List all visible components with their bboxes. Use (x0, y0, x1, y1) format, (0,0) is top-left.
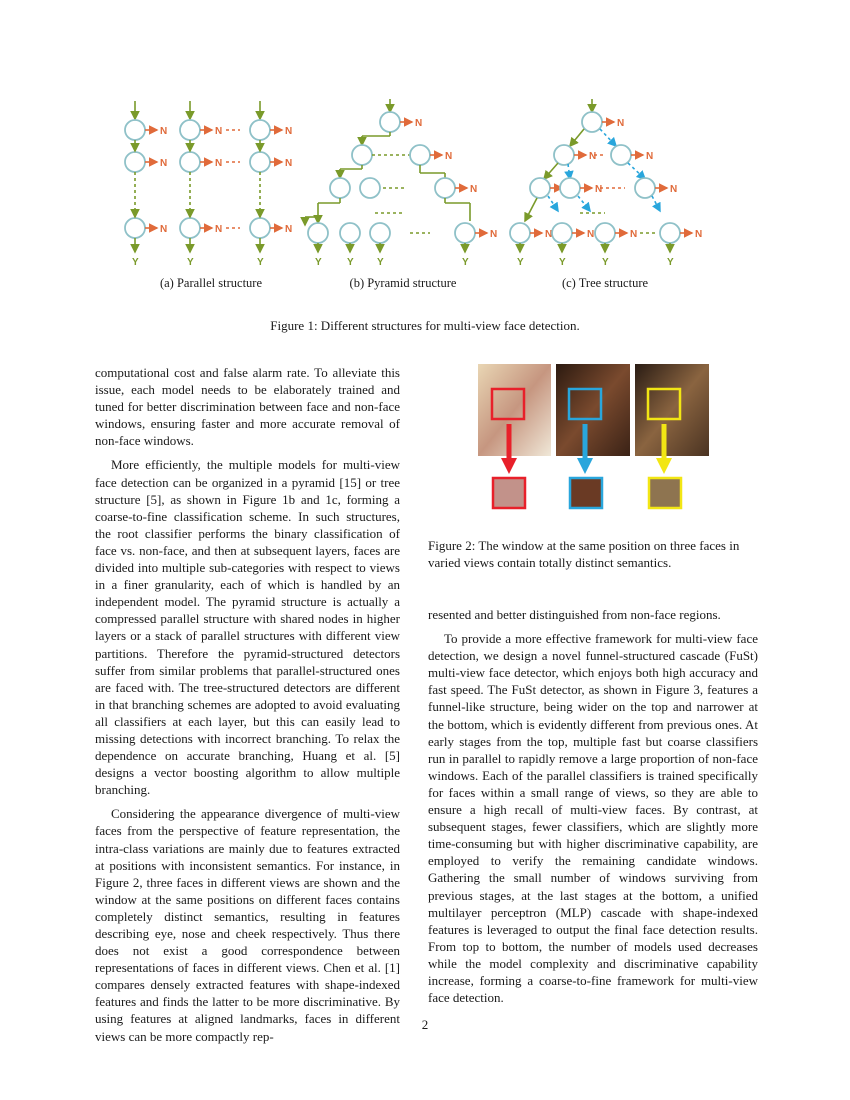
crop-red (493, 478, 525, 508)
accept-label-y: Y (602, 257, 609, 268)
classifier-node (635, 178, 655, 198)
classifier-node (554, 145, 574, 165)
reject-label-n: N (415, 118, 423, 129)
face-photo-1 (478, 364, 551, 456)
reject-label-n: N (589, 151, 597, 162)
classifier-node (611, 145, 631, 165)
reject-label-n: N (215, 158, 223, 169)
left-column (95, 364, 400, 1052)
page-number: 2 (421, 1017, 429, 1032)
classifier-node (308, 223, 328, 243)
figure-2-caption: Figure 2: The window at the same position on three faces in varied views contain totally distinct semantics. (428, 538, 740, 570)
connector-arrow (525, 198, 537, 221)
figure-2 (478, 362, 710, 522)
reject-label-n: N (630, 229, 638, 240)
classifier-node (530, 178, 550, 198)
connector-arrow (578, 196, 590, 211)
connector-arrow (600, 129, 616, 146)
subcaption-tree: (c) Tree structure (561, 276, 649, 290)
reject-label-n: N (545, 229, 553, 240)
reject-label-n: N (670, 184, 678, 195)
classifier-node (180, 218, 200, 238)
right-column (428, 606, 758, 1013)
accept-label-y: Y (132, 257, 139, 268)
classifier-node (660, 223, 680, 243)
accept-label-y: Y (517, 257, 524, 268)
accept-label-y: Y (559, 257, 566, 268)
reject-label-n: N (490, 229, 498, 240)
classifier-node (125, 152, 145, 172)
accept-label-y: Y (377, 257, 384, 268)
classifier-node (410, 145, 430, 165)
classifier-node (552, 223, 572, 243)
reject-label-n: N (215, 126, 223, 137)
reject-label-n: N (285, 224, 293, 235)
accept-label-y: Y (667, 257, 674, 268)
classifier-node (125, 120, 145, 140)
crop-yellow (649, 478, 681, 508)
connector-arrow (652, 196, 660, 211)
classifier-node (250, 152, 270, 172)
subcaption-pyramid: (b) Pyramid structure (349, 276, 457, 290)
classifier-node (250, 218, 270, 238)
reject-label-n: N (617, 118, 625, 129)
subcaption-parallel: (a) Parallel structure (159, 276, 263, 290)
reject-label-n: N (445, 151, 453, 162)
reject-label-n: N (646, 151, 654, 162)
face-photo-2 (556, 364, 630, 456)
figure-2-images (478, 362, 710, 522)
arrow-blue (577, 458, 593, 474)
paragraph: More efficiently, the multiple models for multi-view face detection can be organized in a pyramid [15] or tree structure [5], as shown in Figure 1b and 1c, forming a coarse-to-fine classification scheme. In such structures, the root classifier performs the binary classification of face vs. non-face, and then at subsequent layers, faces are divided into multiple sub-categories with respect to views in a finer granularity, each of which is handled by an independent model. The pyramid structure is actually a compressed parallel structure with shared nodes in higher layers or a stack of parallel structures with different view partitions. Therefore the pyramid-structured detectors suffer from similar problems that parallel-structured ones are faced with. The tree-structured detectors are different in that branching schemes are adopted to avoid evaluating all classifiers at each layer, but this can easily lead to missing detections with incorrect branching. To relax the dependence on accurate branching, Huang et al. [5] designs a vector boosting algorithm to allow multiple branching. (95, 457, 400, 798)
classifier-node (340, 223, 360, 243)
classifier-node (250, 120, 270, 140)
figure-1-diagram (100, 95, 750, 275)
figure-1-caption: Figure 1: Different structures for multi-view face detection. (270, 318, 580, 333)
classifier-node (330, 178, 350, 198)
classifier-node (455, 223, 475, 243)
classifier-node (360, 178, 380, 198)
classifier-node (435, 178, 455, 198)
figure-1 (100, 95, 750, 275)
classifier-node (510, 223, 530, 243)
classifier-node (582, 112, 602, 132)
classifier-node (180, 120, 200, 140)
reject-label-n: N (285, 158, 293, 169)
arrow-red (501, 458, 517, 474)
classifier-node (370, 223, 390, 243)
reject-label-n: N (160, 224, 168, 235)
classifier-node (180, 152, 200, 172)
crop-blue (570, 478, 602, 508)
accept-label-y: Y (257, 257, 264, 268)
classifier-node (125, 218, 145, 238)
paragraph: Considering the appearance divergence of multi-view faces from the perspective of feature representation, the intra-class variations are mainly due to features extracted at positions with inconsistent semantics. For instance, in Figure 2, three faces in different views are shown and the window at the same positions on different faces contains completely distinct semantics, resulting in features describing eye, nose and cheek respectively. Thus there does not exist a good correspondence between representations of faces in different views. Chen et al. [1] compares densely extracted features with shape-indexed features and finds the latter to be more discriminative. By using features at aligned landmarks, faces in different views can be more compactly rep- (95, 806, 400, 1044)
accept-label-y: Y (347, 257, 354, 268)
connector-arrow (570, 129, 584, 146)
reject-label-n: N (695, 229, 703, 240)
accept-label-y: Y (187, 257, 194, 268)
classifier-node (595, 223, 615, 243)
arrow-yellow (656, 458, 672, 474)
paragraph: To provide a more effective framework for multi-view face detection, we design a novel funnel-structured cascade (FuSt) multi-view face detector, which enjoys both high accuracy and fast speed. The FuSt detector, as shown in Figure 3, features a funnel-like structure, being wider on the top and narrower at the bottom, which is evidently different from previous ones. At early stages from the top, multiple fast but coarse classifiers run in parallel to rapidly remove a large proportion of non-face windows. Each of the parallel classifiers is trained specifically for faces within a small range of views, so they are able to ensure a high recall of multi-view faces. By contrast, at subsequent stages, fewer classifiers, which are slightly more time-consuming but with higher discriminative capability, are employed to verify the remaining candidate windows. Gathering the small number of windows surviving from previous stages, at the last stages at the bottom, a unified multilayer perceptron (MLP) cascade with shape-indexed features is leveraged to output the final face detection results. From top to bottom, the number of models used decreases while the model complexity and discriminative capability increase, forming a coarse-to-fine framework for multi-view face detection. (428, 631, 758, 1006)
reject-label-n: N (470, 184, 478, 195)
classifier-node (560, 178, 580, 198)
reject-label-n: N (595, 184, 603, 195)
connector-arrow (628, 163, 645, 179)
reject-label-n: N (160, 158, 168, 169)
reject-label-n: N (215, 224, 223, 235)
classifier-node (352, 145, 372, 165)
accept-label-y: Y (315, 257, 322, 268)
reject-label-n: N (587, 229, 595, 240)
paragraph: computational cost and false alarm rate. To alleviate this issue, each model needs to be elaborately trained and tuned for better discrimination between face and non-face windows, ensuring faster and more accurate removal of non-face windows. (95, 365, 400, 449)
classifier-node (380, 112, 400, 132)
connector-arrow (548, 196, 558, 211)
connector-arrow (568, 164, 570, 179)
paragraph: resented and better distinguished from non-face regions. (428, 607, 721, 622)
connector-arrow (544, 163, 558, 179)
accept-label-y: Y (462, 257, 469, 268)
face-photo-3 (635, 364, 709, 456)
reject-label-n: N (160, 126, 168, 137)
reject-label-n: N (285, 126, 293, 137)
